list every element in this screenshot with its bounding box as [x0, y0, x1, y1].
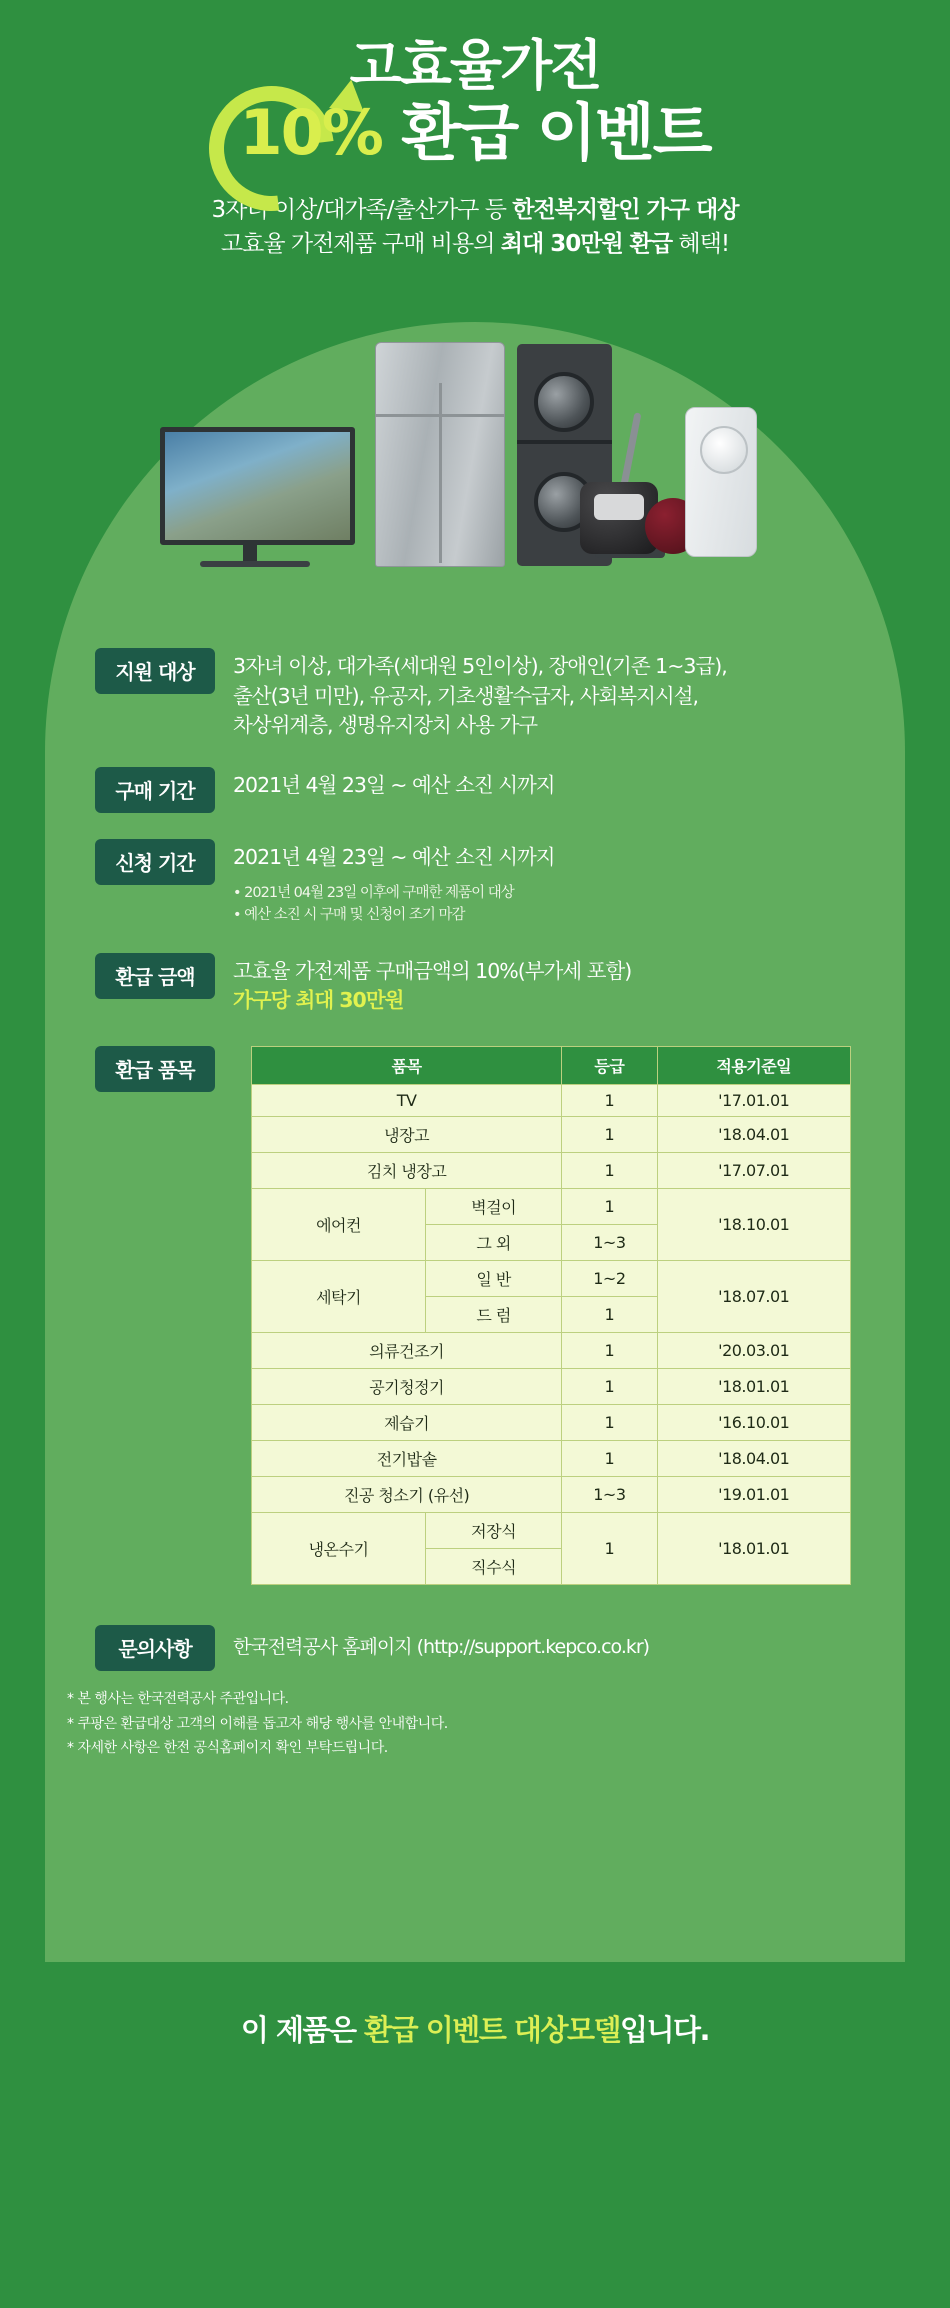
air-purifier-product-image: [685, 407, 757, 557]
row-contact: [95, 1625, 855, 1671]
cell-date: '18.01.01: [657, 1369, 850, 1405]
cell-item: 진공 청소기 (유선): [252, 1477, 562, 1513]
footnote-item: * 쿠팡은 환급대상 고객의 이해를 돕고자 해당 행사를 안내합니다.: [67, 1715, 448, 1732]
apply-period-body: [233, 839, 855, 927]
cell-item: 제습기: [252, 1405, 562, 1441]
tag-purchase-period: 구매 기간: [95, 767, 215, 813]
apply-period-note1: • 2021년 04월 23일 이후에 구매한 제품이 대상: [233, 884, 514, 901]
tv-product-image: [160, 427, 355, 545]
info-rows: [95, 648, 855, 1671]
table-header-row: [252, 1047, 851, 1085]
table-row: [252, 1085, 851, 1117]
cell-date: '18.10.01: [657, 1189, 850, 1261]
row-purchase-period: [95, 767, 855, 813]
header-item: 품목: [252, 1047, 562, 1085]
cell-subitem: 그 외: [426, 1225, 562, 1261]
tag-target: 지원 대상: [95, 648, 215, 694]
table-row: [252, 1189, 851, 1225]
cell-item: 냉장고: [252, 1117, 562, 1153]
cell-item: 전기밥솥: [252, 1441, 562, 1477]
bottom-suffix: 입니다.: [620, 2012, 710, 2047]
tag-refund-items: 환급 품목: [95, 1046, 215, 1092]
cell-date: '20.03.01: [657, 1333, 850, 1369]
cell-item: 김치 냉장고: [252, 1153, 562, 1189]
table-row: [252, 1369, 851, 1405]
header: [0, 0, 950, 262]
footnote-item: * 본 행사는 한국전력공사 주관입니다.: [67, 1691, 289, 1708]
cell-grade: 1~3: [562, 1477, 657, 1513]
table-row: [252, 1333, 851, 1369]
cell-grade: 1: [562, 1153, 657, 1189]
cell-date: '19.01.01: [657, 1477, 850, 1513]
cell-grade: 1: [562, 1369, 657, 1405]
table-row: [252, 1513, 851, 1549]
target-body: [233, 648, 855, 741]
washer-dryer-divider: [517, 440, 612, 444]
row-refund-amount: [95, 953, 855, 1016]
apply-period-note2: • 예산 소진 시 구매 및 신청이 조기 마감: [233, 907, 465, 924]
title-block: [229, 34, 720, 169]
cell-item: 에어컨: [252, 1189, 426, 1261]
content-panel: [45, 322, 905, 1962]
bottom-highlight: 환급 이벤트 대상모델: [364, 2012, 620, 2047]
cell-item: 세탁기: [252, 1261, 426, 1333]
footnotes: [45, 1687, 905, 1761]
cell-date: '18.07.01: [657, 1261, 850, 1333]
cell-grade: 1: [562, 1333, 657, 1369]
dryer-drum-icon: [534, 372, 594, 432]
row-target: [95, 648, 855, 741]
tag-apply-period: 신청 기간: [95, 839, 215, 885]
cell-grade: 1~2: [562, 1261, 657, 1297]
cell-grade: 1: [562, 1085, 657, 1117]
cell-subitem: 일 반: [426, 1261, 562, 1297]
cell-grade: 1~3: [562, 1225, 657, 1261]
bottom-banner: [0, 2008, 950, 2087]
page-title-line1: 고효율가전: [349, 34, 601, 97]
target-line3: 차상위계층, 생명유지장치 사용 가구: [233, 713, 538, 738]
subtitle-line1: [0, 193, 950, 228]
cell-subitem: 직수식: [426, 1549, 562, 1585]
subtitle-line1-bold: 한전복지할인 가구 대상: [512, 196, 739, 223]
refrigerator-divider: [375, 414, 505, 417]
title-refund: 환급: [381, 95, 518, 169]
header-grade: 등급: [562, 1047, 657, 1085]
cell-item: 의류건조기: [252, 1333, 562, 1369]
subtitle-line2-prefix: 고효율 가전제품 구매 비용의: [220, 231, 501, 258]
refund-items-table: [251, 1046, 851, 1585]
title-event: 이벤트: [517, 95, 711, 169]
cell-grade: 1: [562, 1117, 657, 1153]
title-percent: 10%: [239, 95, 382, 169]
table-row: [252, 1261, 851, 1297]
cell-grade: 1: [562, 1405, 657, 1441]
cell-item: TV: [252, 1085, 562, 1117]
subtitle-line1-prefix: 3자녀 이상/대가족/출산가구 등: [211, 196, 513, 223]
table-row: [252, 1117, 851, 1153]
subtitle-line2-suffix: 혜택!: [672, 231, 730, 258]
cell-date: '17.01.01: [657, 1085, 850, 1117]
subtitle-line2: [0, 227, 950, 262]
cell-item: 냉온수기: [252, 1513, 426, 1585]
row-refund-items: [95, 1046, 855, 1585]
table-row: [252, 1477, 851, 1513]
contact-text[interactable]: 한국전력공사 홈페이지 (http://support.kepco.co.kr): [233, 1636, 650, 1659]
cell-subitem: 드 럼: [426, 1297, 562, 1333]
tv-stand-base: [200, 561, 310, 567]
refund-amount-line1: 고효율 가전제품 구매금액의 10%(부가세 포함): [233, 958, 632, 983]
cell-grade: 1: [562, 1297, 657, 1333]
page-title-line2: [239, 95, 711, 169]
cell-date: '18.04.01: [657, 1117, 850, 1153]
table-row: [252, 1441, 851, 1477]
table-row: [252, 1405, 851, 1441]
table-row: [252, 1153, 851, 1189]
cell-subitem: 저장식: [426, 1513, 562, 1549]
cell-grade: 1: [562, 1441, 657, 1477]
cell-date: '18.04.01: [657, 1441, 850, 1477]
cell-grade: 1: [562, 1513, 657, 1585]
apply-period-text: 2021년 4월 23일 ~ 예산 소진 시까지: [233, 845, 555, 870]
cell-date: '16.10.01: [657, 1405, 850, 1441]
subtitle-line2-bold: 최대 30만원 환급: [500, 231, 673, 258]
refund-amount-body: [233, 953, 855, 1016]
refrigerator-product-image: [375, 342, 505, 567]
tag-refund-amount: 환급 금액: [95, 953, 215, 999]
header-date: 적용기준일: [657, 1047, 850, 1085]
cell-date: '17.07.01: [657, 1153, 850, 1189]
purchase-period-text: 2021년 4월 23일 ~ 예산 소진 시까지: [233, 773, 555, 798]
cell-grade: 1: [562, 1189, 657, 1225]
bottom-prefix: 이 제품은: [240, 2012, 365, 2047]
target-line1: 3자녀 이상, 대가족(세대원 5인이상), 장애인(기존 1~3급),: [233, 653, 727, 678]
cell-subitem: 벽걸이: [426, 1189, 562, 1225]
footnote-item: * 자세한 사항은 한전 공식홈페이지 확인 부탁드립니다.: [67, 1740, 388, 1757]
table-body: [252, 1085, 851, 1585]
row-apply-period: [95, 839, 855, 927]
target-line2: 출산(3년 미만), 유공자, 기초생활수급자, 사회복지시설,: [233, 683, 699, 708]
tag-contact: 문의사항: [95, 1625, 215, 1671]
cell-item: 공기청정기: [252, 1369, 562, 1405]
cell-date: '18.01.01: [657, 1513, 850, 1585]
refund-amount-line2: 가구당 최대 30만원: [233, 988, 404, 1013]
product-image-group: [125, 322, 825, 622]
